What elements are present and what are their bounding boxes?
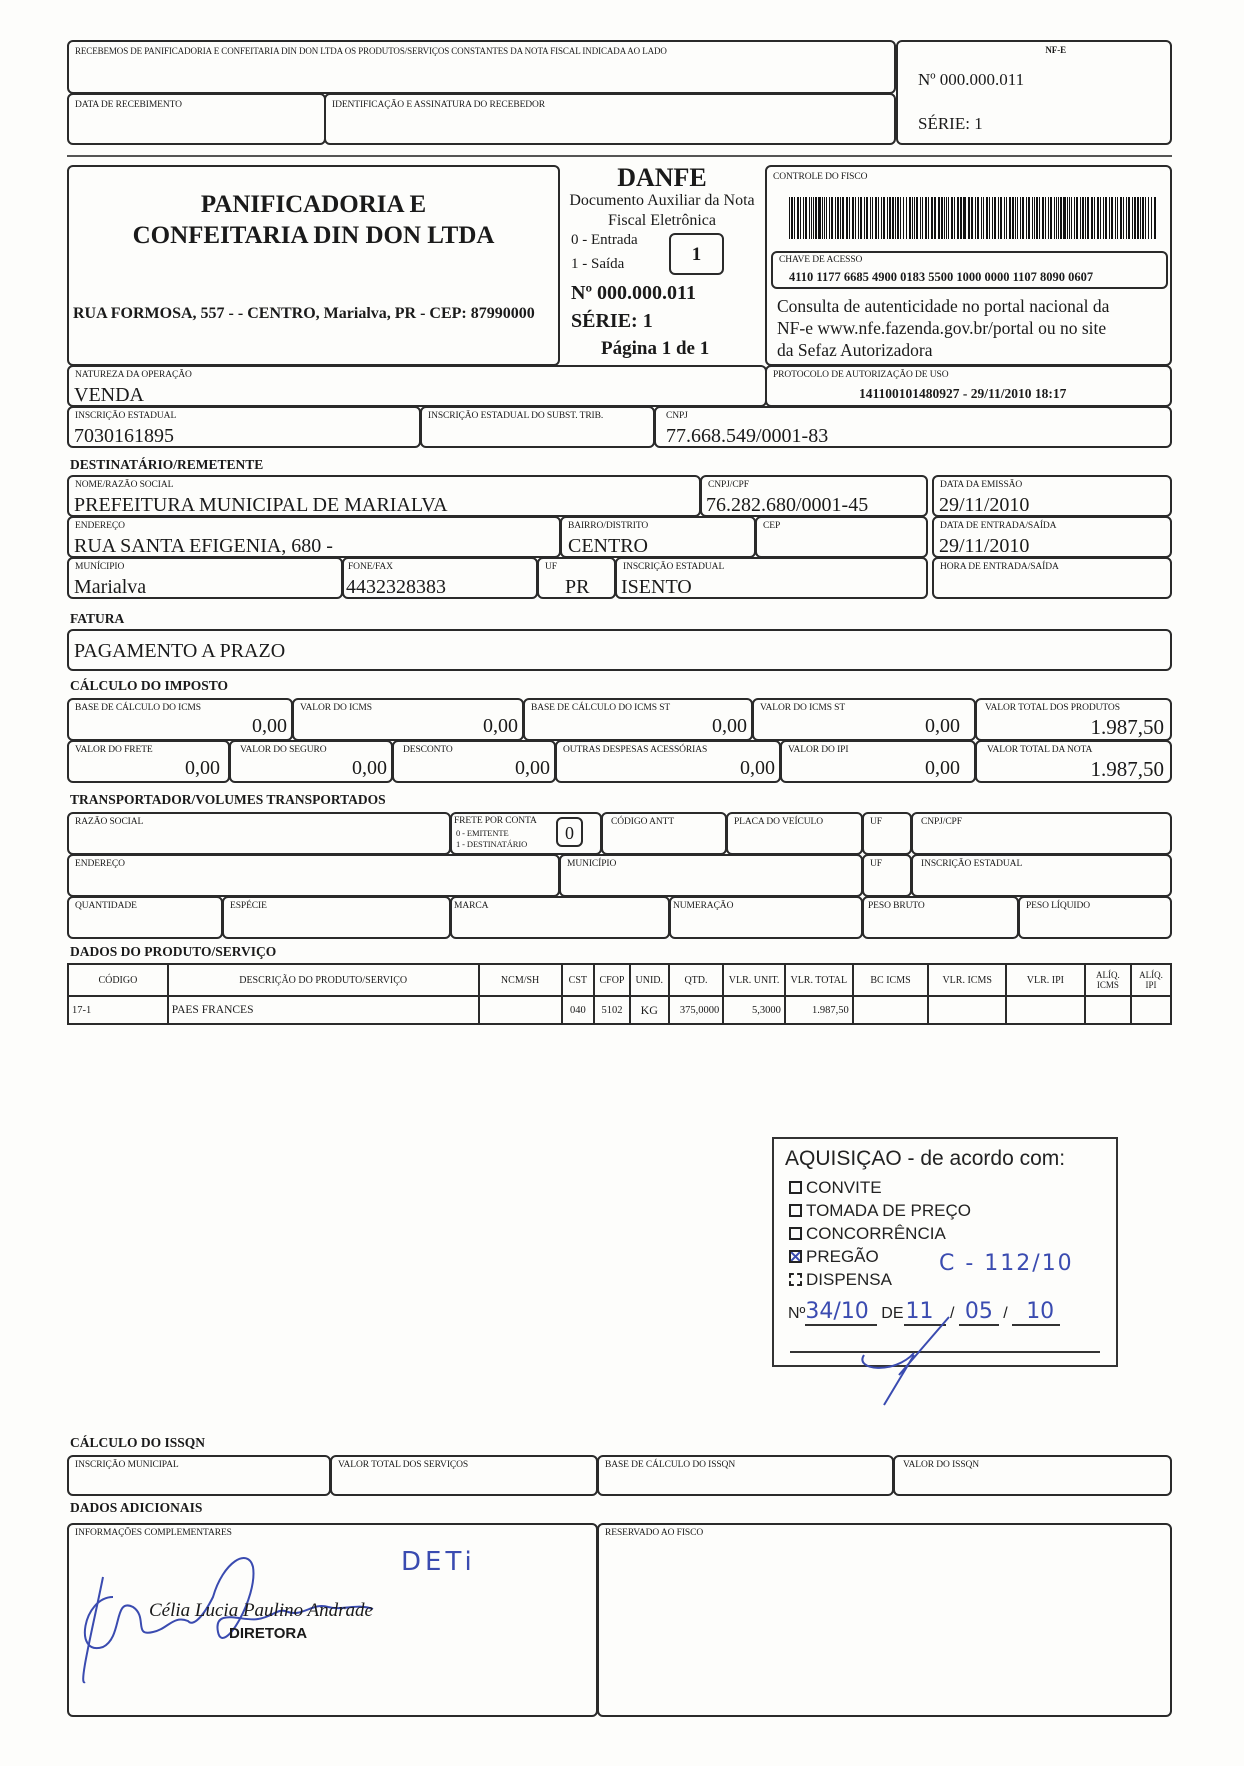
valor-issqn-label: VALOR DO ISSQN — [903, 1460, 980, 1470]
fisco-box — [765, 165, 1172, 366]
numero-prefix: Nº — [788, 1305, 806, 1322]
stamp-option-label: PREGÃO — [806, 1247, 879, 1266]
peso-bruto-label: PESO BRUTO — [868, 901, 925, 911]
data-saida-box — [932, 516, 1172, 558]
valor-frete-box — [67, 740, 230, 783]
protocolo-value: 141100101480927 - 29/11/2010 18:17 — [859, 386, 1067, 401]
col-ncm: NCM/SH — [479, 964, 562, 996]
dest-ie-value: ISENTO — [621, 576, 692, 598]
emitente-box — [67, 165, 560, 366]
data-emissao-box — [932, 475, 1172, 517]
identificacao-label: IDENTIFICAÇÃO E ASSINATURA DO RECEBEDOR — [332, 100, 546, 110]
checkbox-dispensa[interactable] — [789, 1273, 802, 1286]
checkbox-pregao-checked[interactable] — [789, 1250, 802, 1263]
total-nota-box — [975, 740, 1172, 783]
col-aliq-ipi: ALÍQ. IPI — [1131, 964, 1171, 996]
valor-frete-label: VALOR DO FRETE — [75, 745, 153, 755]
informacoes-complementares-box — [67, 1523, 598, 1717]
valor-seguro-label: VALOR DO SEGURO — [240, 745, 327, 755]
fatura-box — [67, 629, 1172, 671]
antt-box — [601, 812, 727, 855]
valor-seguro-value: 0,00 — [352, 757, 387, 779]
transp-uf-box — [862, 812, 912, 855]
imposto-section-title: CÁLCULO DO IMPOSTO — [70, 678, 229, 693]
total-produtos-value: 1.987,50 — [1090, 715, 1164, 739]
stamp-option-label: CONCORRÊNCIA — [806, 1224, 946, 1243]
total-servicos-label: VALOR TOTAL DOS SERVIÇOS — [338, 1460, 469, 1470]
outras-despesas-box — [555, 740, 781, 783]
cell-aliq-icms — [1085, 996, 1131, 1024]
cell-cst: 040 — [562, 996, 595, 1024]
consulta-line3: da Sefaz Autorizadora — [777, 340, 933, 360]
valor-icms-label: VALOR DO ICMS — [300, 703, 372, 713]
transp-municipio-label: MUNICÍPIO — [567, 859, 617, 869]
valor-icms-st-value: 0,00 — [925, 715, 960, 737]
hora-saida-label: HORA DE ENTRADA/SAÍDA — [940, 562, 1059, 572]
stamp-numero-line: Nº34/10 DE11 / 05 / 10 — [788, 1299, 1060, 1324]
transp-cnpj-box — [911, 812, 1172, 855]
dest-endereco-box — [67, 516, 561, 558]
cell-vlr-icms — [928, 996, 1006, 1024]
cell-codigo: 17-1 — [68, 996, 168, 1024]
dest-cnpj-label: CNPJ/CPF — [708, 480, 749, 490]
mes-handwritten: 05 — [959, 1299, 999, 1326]
col-vlr-total: VLR. TOTAL — [785, 964, 853, 996]
table-row — [68, 996, 1171, 1024]
consulta-link[interactable]: NF-e www.nfe.fazenda.gov.br/portal ou no site — [777, 318, 1107, 338]
col-cst: CST — [562, 964, 595, 996]
canhoto-serie: SÉRIE: 1 — [918, 114, 983, 133]
transp-uf-label: UF — [870, 817, 882, 827]
cell-qtd: 375,0000 — [669, 996, 724, 1024]
nfe-label: NF-E — [1045, 45, 1066, 55]
transp-endereco-box — [67, 854, 560, 897]
dest-fone-label: FONE/FAX — [348, 562, 393, 572]
col-descricao: DESCRIÇÃO DO PRODUTO/SERVIÇO — [168, 964, 479, 996]
chave-acesso-box — [771, 251, 1168, 289]
valor-ipi-value: 0,00 — [925, 757, 960, 779]
col-vlr-icms: VLR. ICMS — [928, 964, 1006, 996]
base-icms-st-value: 0,00 — [712, 715, 747, 737]
col-aliq-icms: ALÍQ. ICMS — [1085, 964, 1131, 996]
danfe-box — [559, 165, 765, 366]
cnpj-box — [654, 406, 1172, 448]
data-recebimento-box[interactable] — [67, 93, 326, 145]
stamp-option-convite — [789, 1176, 971, 1199]
checkmark-x-icon — [791, 1252, 800, 1261]
valor-ipi-label: VALOR DO IPI — [788, 745, 849, 755]
checkbox-tomada-preco[interactable] — [789, 1204, 802, 1217]
transp-uf2-box — [862, 854, 912, 897]
transp-cnpj-label: CNPJ/CPF — [921, 817, 962, 827]
canhoto-recebemos-box — [67, 40, 896, 94]
natureza-value: VENDA — [74, 384, 144, 406]
cell-bc-icms — [853, 996, 929, 1024]
antt-label: CÓDIGO ANTT — [611, 817, 675, 827]
canhoto-nfe-box — [896, 40, 1172, 145]
transp-endereco-label: ENDEREÇO — [75, 859, 125, 869]
ie-st-box — [420, 406, 655, 448]
aquisicao-stamp — [772, 1137, 1118, 1367]
inscricao-municipal-label: INSCRIÇÃO MUNICIPAL — [75, 1460, 179, 1470]
outras-despesas-value: 0,00 — [740, 757, 775, 779]
controle-fisco-label: CONTROLE DO FISCO — [773, 172, 868, 182]
adicionais-section-title: DADOS ADICIONAIS — [70, 1500, 203, 1515]
emitente-name-line1: PANIFICADORIA E — [200, 191, 427, 218]
emitente-name — [69, 189, 558, 251]
stamp-option-label: CONVITE — [806, 1178, 882, 1197]
cell-unid: KG — [630, 996, 669, 1024]
frete-opt-emitente: 0 - EMITENTE — [456, 828, 509, 838]
numeracao-box — [669, 896, 863, 939]
valor-icms-box — [292, 698, 524, 741]
numero-handwritten: 34/10 — [805, 1299, 876, 1326]
especie-label: ESPÉCIE — [230, 901, 267, 911]
data-recebimento-label: DATA DE RECEBIMENTO — [75, 100, 182, 110]
total-nota-label: VALOR TOTAL DA NOTA — [987, 745, 1093, 755]
dest-bairro-value: CENTRO — [568, 535, 648, 557]
dest-fone-box — [342, 557, 538, 599]
placa-label: PLACA DO VEÍCULO — [734, 817, 824, 827]
pregao-handwritten: C - 112/10 — [939, 1251, 1074, 1276]
total-produtos-label: VALOR TOTAL DOS PRODUTOS — [985, 703, 1120, 713]
quantidade-label: QUANTIDADE — [75, 901, 137, 911]
especie-box — [222, 896, 451, 939]
desconto-label: DESCONTO — [403, 745, 453, 755]
desconto-value: 0,00 — [515, 757, 550, 779]
valor-issqn-box — [893, 1455, 1172, 1496]
checkbox-convite[interactable] — [789, 1181, 802, 1194]
dest-endereco-value: RUA SANTA EFIGENIA, 680 - — [74, 535, 333, 557]
dest-uf-value: PR — [565, 576, 590, 598]
frete-value-box — [556, 817, 583, 847]
col-unid: UNID. — [630, 964, 669, 996]
chave-acesso-value[interactable]: 4110 1177 6685 4900 0183 5500 1000 0000 1107 8090 0607 — [789, 270, 1094, 284]
signature-name: Célia Lucia Paulino Andrade — [149, 1600, 373, 1621]
assinatura-recebedor-box[interactable] — [324, 93, 896, 145]
handwritten-note: DETi — [401, 1547, 476, 1577]
produtos-section-title: DADOS DO PRODUTO/SERVIÇO — [70, 944, 277, 959]
danfe-pagina: Página 1 de 1 — [601, 338, 710, 359]
reservado-fisco-label: RESERVADO AO FISCO — [605, 1528, 704, 1538]
natureza-operacao-box — [67, 365, 767, 407]
desconto-box — [392, 740, 556, 783]
valor-icms-value: 0,00 — [483, 715, 518, 737]
natureza-label: NATUREZA DA OPERAÇÃO — [75, 370, 192, 380]
dest-municipio-box — [67, 557, 343, 599]
consulta-text — [777, 295, 1109, 361]
transp-uf2-label: UF — [870, 859, 882, 869]
danfe-title: DANFE — [617, 163, 707, 192]
cell-vlr-ipi — [1006, 996, 1085, 1024]
consulta-line1: Consulta de autenticidade no portal nacional da — [777, 296, 1110, 316]
dest-uf-label: UF — [545, 562, 557, 572]
valor-seguro-box — [229, 740, 393, 783]
dest-ie-label: INSCRIÇÃO ESTADUAL — [623, 562, 725, 572]
total-servicos-box — [330, 1455, 598, 1496]
peso-liquido-box — [1018, 896, 1172, 939]
reservado-fisco-box — [597, 1523, 1172, 1717]
dest-nome-box — [67, 475, 701, 517]
cell-cfop: 5102 — [594, 996, 630, 1024]
dest-nome-label: NOME/RAZÃO SOCIAL — [75, 480, 174, 490]
peso-bruto-box — [862, 896, 1019, 939]
marca-label: MARCA — [454, 901, 489, 911]
destinatario-section-title: DESTINATÁRIO/REMETENTE — [70, 457, 264, 472]
stamp-option-tomada — [789, 1199, 971, 1222]
transp-razao-box — [67, 812, 451, 855]
stamp-option-label: TOMADA DE PREÇO — [806, 1201, 971, 1220]
dest-fone-value: 4432328383 — [346, 576, 446, 598]
valor-ipi-box — [780, 740, 976, 783]
stamp-option-label: DISPENSA — [806, 1270, 892, 1289]
col-codigo: CÓDIGO — [68, 964, 168, 996]
dest-cnpj-box — [700, 475, 928, 517]
dest-cep-box — [755, 516, 928, 558]
ano-handwritten: 10 — [1012, 1299, 1060, 1326]
data-emissao-label: DATA DA EMISSÃO — [940, 480, 1023, 490]
cell-vlr-total: 1.987,50 — [785, 996, 853, 1024]
cell-descricao: PAES FRANCES — [168, 996, 479, 1024]
frete-opt-destinatario: 1 - DESTINATÁRIO — [456, 839, 528, 849]
dest-ie-box — [615, 557, 928, 599]
produtos-header-row — [68, 964, 1171, 996]
issqn-section-title: CÁLCULO DO ISSQN — [70, 1435, 206, 1450]
emitente-address: RUA FORMOSA, 557 - - CENTRO, Marialva, PR - CEP: 87990000 — [73, 305, 535, 322]
frete-conta-box — [450, 812, 602, 855]
danfe-subtitle — [559, 191, 765, 231]
transp-ie-label: INSCRIÇÃO ESTADUAL — [921, 859, 1023, 869]
dest-cep-label: CEP — [763, 521, 781, 531]
canhoto-numero: Nº 000.000.011 — [918, 70, 1025, 89]
chave-acesso-label: CHAVE DE ACESSO — [779, 255, 863, 265]
numeracao-label: NUMERAÇÃO — [673, 901, 734, 911]
data-saida-value: 29/11/2010 — [939, 535, 1030, 557]
base-icms-st-box — [523, 698, 753, 741]
valor-frete-value: 0,00 — [185, 757, 220, 779]
base-icms-label: BASE DE CÁLCULO DO ICMS — [75, 703, 201, 713]
stamp-signature-scribble — [854, 1315, 974, 1395]
danfe-subtitle-line1: Documento Auxiliar da Nota — [569, 192, 755, 209]
de-label: DE — [881, 1305, 904, 1322]
danfe-numero: Nº 000.000.011 — [571, 282, 696, 304]
valor-icms-st-label: VALOR DO ICMS ST — [760, 703, 846, 713]
protocolo-box — [765, 365, 1172, 407]
ie-box — [67, 406, 421, 448]
data-saida-label: DATA DE ENTRADA/SAÍDA — [940, 521, 1057, 531]
outras-despesas-label: OUTRAS DESPESAS ACESSÓRIAS — [563, 745, 708, 755]
danfe-subtitle-line2: Fiscal Eletrônica — [608, 212, 716, 229]
base-icms-box — [67, 698, 293, 741]
signature-role: DIRETORA — [229, 1625, 308, 1642]
checkbox-concorrencia[interactable] — [789, 1227, 802, 1240]
dest-uf-box — [537, 557, 616, 599]
ie-st-label: INSCRIÇÃO ESTADUAL DO SUBST. TRIB. — [428, 411, 604, 421]
hora-saida-box — [932, 557, 1172, 599]
cell-vlr-unit: 5,3000 — [723, 996, 785, 1024]
col-qtd: QTD. — [669, 964, 724, 996]
dest-municipio-value: Marialva — [74, 576, 147, 598]
base-issqn-box — [597, 1455, 894, 1496]
cnpj-value: 77.668.549/0001-83 — [666, 425, 829, 447]
produtos-table — [67, 963, 1172, 1025]
inscricao-municipal-box — [67, 1455, 331, 1496]
tipo-operacao-value: 1 — [691, 244, 702, 265]
tipo-operacao-box — [669, 233, 724, 275]
dest-cnpj-value: 76.282.680/0001-45 — [706, 494, 869, 516]
col-cfop: CFOP — [594, 964, 630, 996]
dest-nome-value: PREFEITURA MUNICIPAL DE MARIALVA — [74, 494, 448, 516]
placa-box — [726, 812, 863, 855]
protocolo-label: PROTOCOLO DE AUTORIZAÇÃO DE USO — [773, 370, 949, 380]
ie-value: 7030161895 — [74, 425, 174, 447]
informacoes-complementares-label: INFORMAÇÕES COMPLEMENTARES — [75, 1528, 232, 1538]
dest-municipio-label: MUNÍCIPIO — [75, 562, 125, 572]
danfe-saida: 1 - Saída — [571, 256, 625, 272]
transp-ie-box — [911, 854, 1172, 897]
total-nota-value: 1.987,50 — [1090, 757, 1164, 781]
cell-ncm — [479, 996, 562, 1024]
col-vlr-ipi: VLR. IPI — [1006, 964, 1085, 996]
peso-liquido-label: PESO LÍQUIDO — [1026, 901, 1090, 911]
quantidade-box — [67, 896, 223, 939]
data-emissao-value: 29/11/2010 — [939, 494, 1030, 516]
total-produtos-box — [975, 698, 1172, 741]
danfe-entrada: 0 - Entrada — [571, 232, 638, 248]
base-icms-value: 0,00 — [252, 715, 287, 737]
dest-endereco-label: ENDEREÇO — [75, 521, 125, 531]
danfe-serie: SÉRIE: 1 — [571, 310, 653, 332]
ie-label: INSCRIÇÃO ESTADUAL — [75, 411, 177, 421]
base-issqn-label: BASE DE CÁLCULO DO ISSQN — [605, 1460, 736, 1470]
valor-icms-st-box — [752, 698, 976, 741]
fatura-section-title: FATURA — [70, 611, 125, 626]
col-vlr-unit: VLR. UNIT. — [723, 964, 785, 996]
frete-value: 0 — [565, 823, 574, 843]
cell-aliq-ipi — [1131, 996, 1171, 1024]
frete-conta-label: FRETE POR CONTA — [454, 816, 537, 826]
transp-municipio-box — [559, 854, 863, 897]
marca-box — [450, 896, 670, 939]
recebemos-text: RECEBEMOS DE PANIFICADORIA E CONFEITARIA DIN DON LTDA OS PRODUTOS/SERVIÇOS CONSTANTES DA NOTA FISCAL INDICADA AO LADO — [75, 46, 667, 56]
stamp-title: AQUISIÇAO - de acordo com: — [785, 1147, 1066, 1170]
transportador-section-title: TRANSPORTADOR/VOLUMES TRANSPORTADOS — [70, 792, 386, 807]
base-icms-st-label: BASE DE CÁLCULO DO ICMS ST — [531, 703, 671, 713]
col-bc-icms: BC ICMS — [853, 964, 929, 996]
transp-razao-label: RAZÃO SOCIAL — [75, 817, 144, 827]
fatura-value: PAGAMENTO A PRAZO — [74, 640, 286, 662]
emitente-name-line2: CONFEITARIA DIN DON LTDA — [132, 222, 495, 249]
dia-handwritten: 11 — [904, 1299, 946, 1326]
barcode — [789, 197, 1157, 239]
dest-bairro-label: BAIRRO/DISTRITO — [568, 521, 649, 531]
stamp-option-concorrencia — [789, 1222, 971, 1245]
cnpj-label: CNPJ — [666, 411, 688, 421]
canhoto-divider — [67, 155, 1172, 157]
dest-bairro-box — [560, 516, 756, 558]
